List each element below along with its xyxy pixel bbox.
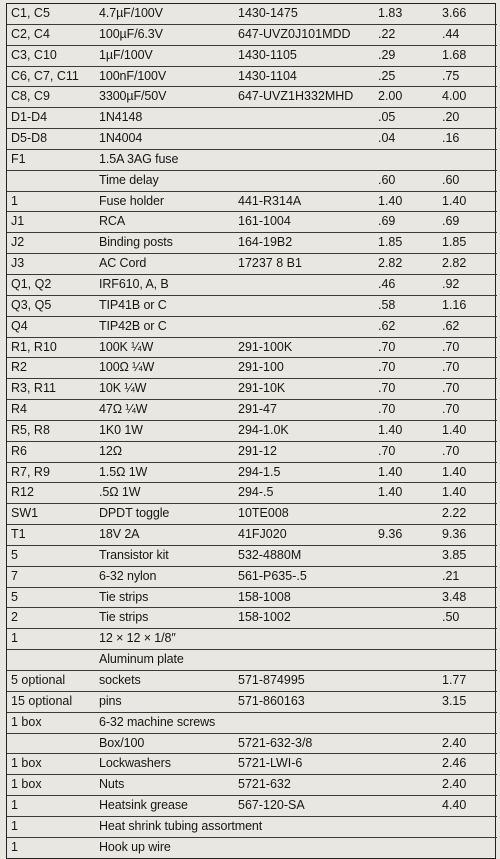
total-price-cell: .70 [438, 337, 497, 358]
reference-cell: R4 [7, 400, 95, 421]
description-cell: Binding posts [95, 233, 234, 254]
table-row [7, 608, 497, 629]
total-price-cell: 3.15 [438, 691, 497, 712]
table-row [7, 441, 497, 462]
part-number-cell: 561-P635-.5 [234, 566, 374, 587]
description-cell: 3300µF/50V [95, 87, 234, 108]
part-number-cell [234, 712, 374, 733]
total-price-cell: .75 [438, 66, 497, 87]
unit-price-cell [374, 671, 438, 692]
part-number-cell: 291-100 [234, 358, 374, 379]
unit-price-cell [374, 504, 438, 525]
reference-cell: 1 [7, 629, 95, 650]
unit-price-cell: .70 [374, 358, 438, 379]
part-number-cell [234, 316, 374, 337]
reference-cell: J3 [7, 254, 95, 275]
table-row [7, 191, 497, 212]
total-price-cell [438, 629, 497, 650]
description-cell: 18V 2A [95, 525, 234, 546]
table-row [7, 587, 497, 608]
total-price-cell: 3.66 [438, 4, 497, 24]
part-number-cell [234, 129, 374, 150]
reference-cell [7, 733, 95, 754]
reference-cell: C2, C4 [7, 24, 95, 45]
total-price-cell: 1.16 [438, 295, 497, 316]
unit-price-cell [374, 796, 438, 817]
reference-cell: C3, C10 [7, 45, 95, 66]
description-cell: AC Cord [95, 254, 234, 275]
unit-price-cell: 1.85 [374, 233, 438, 254]
description-cell: RCA [95, 212, 234, 233]
table-row [7, 775, 497, 796]
total-price-cell: .21 [438, 566, 497, 587]
part-number-cell: 17237 8 B1 [234, 254, 374, 275]
unit-price-cell: .04 [374, 129, 438, 150]
table-row [7, 170, 497, 191]
description-cell: 100µF/6.3V [95, 24, 234, 45]
unit-price-cell: .62 [374, 316, 438, 337]
part-number-cell: 1430-1104 [234, 66, 374, 87]
part-number-cell [234, 149, 374, 170]
description-cell: 4.7µF/100V [95, 4, 234, 24]
parts-list-table [7, 4, 497, 858]
reference-cell: C1, C5 [7, 4, 95, 24]
unit-price-cell [374, 608, 438, 629]
table-row [7, 650, 497, 671]
description-cell: 1.5A 3AG fuse [95, 149, 234, 170]
unit-price-cell: 1.40 [374, 420, 438, 441]
reference-cell: J2 [7, 233, 95, 254]
total-price-cell [438, 650, 497, 671]
total-price-cell: 1.40 [438, 191, 497, 212]
part-number-cell [234, 650, 374, 671]
reference-cell: 7 [7, 566, 95, 587]
reference-cell: 1 box [7, 712, 95, 733]
description-cell: Lockwashers [95, 754, 234, 775]
reference-cell: 5 [7, 545, 95, 566]
parts-list-sheet [6, 3, 496, 859]
unit-price-cell [374, 733, 438, 754]
total-price-cell: 3.48 [438, 587, 497, 608]
total-price-cell: 3.85 [438, 545, 497, 566]
description-cell: Fuse holder [95, 191, 234, 212]
table-row [7, 316, 497, 337]
table-row [7, 4, 497, 24]
reference-cell: 1 [11, 839, 18, 854]
description-cell: 12 × 12 × 1/8″ [95, 629, 234, 650]
reference-cell: SW1 [7, 504, 95, 525]
table-row [7, 212, 497, 233]
table-row [7, 525, 497, 546]
total-price-cell: .50 [438, 608, 497, 629]
description-cell: 12Ω [95, 441, 234, 462]
part-number-cell: 1430-1105 [234, 45, 374, 66]
part-number-cell: 291-100K [234, 337, 374, 358]
part-number-cell: 10TE008 [234, 504, 374, 525]
description-cell: 100nF/100V [95, 66, 234, 87]
reference-cell: 1 [7, 796, 95, 817]
description-cell: Tie strips [95, 608, 234, 629]
reference-cell: R1, R10 [7, 337, 95, 358]
description-cell: Heatsink grease [95, 796, 234, 817]
unit-price-cell: 2.00 [374, 87, 438, 108]
reference-cell: J1 [7, 212, 95, 233]
total-price-cell: 1.68 [438, 45, 497, 66]
part-number-cell [234, 170, 374, 191]
total-price-cell [438, 149, 497, 170]
total-price-cell: 1.40 [438, 483, 497, 504]
part-number-cell: 5721-632 [234, 775, 374, 796]
table-row [7, 358, 497, 379]
table-row [7, 295, 497, 316]
description-cell: .5Ω 1W [95, 483, 234, 504]
unit-price-cell: 1.40 [374, 191, 438, 212]
reference-cell: D5-D8 [7, 129, 95, 150]
description-cell: 10K ¼W [95, 379, 234, 400]
reference-cell: 5 [7, 587, 95, 608]
part-number-cell: 291-10K [234, 379, 374, 400]
part-number-cell [234, 108, 374, 129]
table-row [7, 87, 497, 108]
part-number-cell: 1430-1475 [234, 4, 374, 24]
table-row [7, 462, 497, 483]
unit-price-cell [374, 754, 438, 775]
unit-price-cell [374, 629, 438, 650]
description-cell: Nuts [95, 775, 234, 796]
unit-price-cell: .60 [374, 170, 438, 191]
description-cell: 1.5Ω 1W [95, 462, 234, 483]
unit-price-cell [374, 587, 438, 608]
total-price-cell: .62 [438, 316, 497, 337]
parts-list-body [7, 4, 497, 858]
total-price-cell: .16 [438, 129, 497, 150]
total-price-cell: .70 [438, 400, 497, 421]
unit-price-cell: .70 [374, 400, 438, 421]
table-row [7, 483, 497, 504]
total-price-cell: .20 [438, 108, 497, 129]
reference-cell [7, 170, 95, 191]
part-number-cell: 291-47 [234, 400, 374, 421]
part-number-cell: 441-R314A [234, 191, 374, 212]
total-price-cell: 1.40 [438, 420, 497, 441]
total-price-cell: 2.82 [438, 254, 497, 275]
part-number-cell: 567-120-SA [234, 796, 374, 817]
total-price-cell: .44 [438, 24, 497, 45]
unit-price-cell: 1.83 [374, 4, 438, 24]
table-row [7, 420, 497, 441]
table-row [7, 796, 497, 817]
table-row [7, 566, 497, 587]
description-cell: 100K ¼W [95, 337, 234, 358]
total-price-cell: 9.36 [438, 525, 497, 546]
unit-price-cell: 1.40 [374, 483, 438, 504]
total-price-cell [438, 712, 497, 733]
reference-cell: F1 [7, 149, 95, 170]
table-row [7, 149, 497, 170]
unit-price-cell: .22 [374, 24, 438, 45]
unit-price-cell: .70 [374, 379, 438, 400]
part-number-cell: 158-1002 [234, 608, 374, 629]
table-row [7, 400, 497, 421]
table-row [7, 837, 497, 857]
total-price-cell: .92 [438, 274, 497, 295]
reference-cell: R12 [7, 483, 95, 504]
table-row [7, 504, 497, 525]
description-cell: DPDT toggle [95, 504, 234, 525]
total-price-cell: .70 [438, 358, 497, 379]
description-cell: TIP42B or C [95, 316, 234, 337]
table-row [7, 233, 497, 254]
unit-price-cell: .58 [374, 295, 438, 316]
description-cell: TIP41B or C [95, 295, 234, 316]
unit-price-cell [374, 566, 438, 587]
part-number-cell: 571-860163 [234, 691, 374, 712]
unit-price-cell: .46 [374, 274, 438, 295]
part-number-cell [234, 629, 374, 650]
description-cell: IRF610, A, B [95, 274, 234, 295]
description-cell: 1N4004 [95, 129, 234, 150]
reference-cell: R7, R9 [7, 462, 95, 483]
reference-cell [7, 650, 95, 671]
unit-price-cell [374, 712, 438, 733]
description-cell: Transistor kit [95, 545, 234, 566]
unit-price-cell: .70 [374, 441, 438, 462]
description-cell: 1µF/100V [95, 45, 234, 66]
table-row [7, 254, 497, 275]
reference-cell: 1 box [7, 754, 95, 775]
part-number-cell [234, 837, 374, 857]
reference-cell: 15 optional [7, 691, 95, 712]
total-price-cell: .60 [438, 170, 497, 191]
table-row [7, 733, 497, 754]
part-number-cell: 647-UVZ0J101MDD [234, 24, 374, 45]
part-number-cell: 41FJ020 [234, 525, 374, 546]
reference-cell: R2 [7, 358, 95, 379]
reference-cell: Q1, Q2 [7, 274, 95, 295]
description-cell: 1N4148 [95, 108, 234, 129]
description-cell: Box/100 [95, 733, 234, 754]
table-row [7, 629, 497, 650]
unit-price-cell [374, 149, 438, 170]
unit-price-cell [374, 545, 438, 566]
table-row [7, 24, 497, 45]
reference-cell: C8, C9 [7, 87, 95, 108]
table-row [7, 671, 497, 692]
total-price-cell: 2.46 [438, 754, 497, 775]
reference-cell: R6 [7, 441, 95, 462]
reference-cell: 2 [7, 608, 95, 629]
total-price-cell: .70 [438, 379, 497, 400]
reference-cell: 1 box [7, 775, 95, 796]
part-number-cell: 5721-LWI-6 [234, 754, 374, 775]
part-number-cell: 294-1.5 [234, 462, 374, 483]
reference-cell: 1 [7, 191, 95, 212]
table-row [7, 337, 497, 358]
part-number-cell: 294-.5 [234, 483, 374, 504]
description-cell: 6-32 machine screws [95, 712, 234, 733]
total-price-cell: .69 [438, 212, 497, 233]
table-row [7, 45, 497, 66]
total-price-cell: .70 [438, 441, 497, 462]
reference-cell: T1 [7, 525, 95, 546]
reference-cell: 5 optional [7, 671, 95, 692]
total-price-cell [438, 837, 497, 857]
unit-price-cell: .29 [374, 45, 438, 66]
table-row [7, 816, 497, 837]
unit-price-cell: 9.36 [374, 525, 438, 546]
unit-price-cell: .05 [374, 108, 438, 129]
unit-price-cell: .69 [374, 212, 438, 233]
description-cell: Tie strips [95, 587, 234, 608]
unit-price-cell [374, 691, 438, 712]
reference-cell: R3, R11 [7, 379, 95, 400]
description-cell: 100Ω ¼W [95, 358, 234, 379]
description-cell: Hook up wire [99, 839, 171, 854]
total-price-cell: 2.22 [438, 504, 497, 525]
table-row [7, 108, 497, 129]
table-row [7, 754, 497, 775]
part-number-cell: 5721-632-3/8 [234, 733, 374, 754]
table-row [7, 274, 497, 295]
table-row [7, 129, 497, 150]
unit-price-cell [374, 816, 438, 837]
part-number-cell: 647-UVZ1H332MHD [234, 87, 374, 108]
unit-price-cell [374, 775, 438, 796]
unit-price-cell [374, 837, 438, 857]
reference-cell: R5, R8 [7, 420, 95, 441]
description-cell: Time delay [95, 170, 234, 191]
description-cell: 47Ω ¼W [95, 400, 234, 421]
reference-cell: Q4 [7, 316, 95, 337]
description-cell: 6-32 nylon [95, 566, 234, 587]
description-cell: 1K0 1W [95, 420, 234, 441]
description-cell: Heat shrink tubing assortment [95, 816, 234, 837]
total-price-cell: 4.40 [438, 796, 497, 817]
part-number-cell: 161-1004 [234, 212, 374, 233]
part-number-cell: 158-1008 [234, 587, 374, 608]
total-price-cell: 2.40 [438, 775, 497, 796]
total-price-cell: 1.77 [438, 671, 497, 692]
total-price-cell: 1.85 [438, 233, 497, 254]
table-row [7, 379, 497, 400]
reference-cell: Q3, Q5 [7, 295, 95, 316]
table-row [7, 66, 497, 87]
unit-price-cell [374, 650, 438, 671]
unit-price-cell: .25 [374, 66, 438, 87]
unit-price-cell: 1.40 [374, 462, 438, 483]
reference-cell: D1-D4 [7, 108, 95, 129]
unit-price-cell: 2.82 [374, 254, 438, 275]
part-number-cell: 294-1.0K [234, 420, 374, 441]
table-row [7, 691, 497, 712]
reference-cell: C6, C7, C11 [7, 66, 95, 87]
part-number-cell [234, 274, 374, 295]
part-number-cell: 571-874995 [234, 671, 374, 692]
description-cell: sockets [95, 671, 234, 692]
total-price-cell: 2.40 [438, 733, 497, 754]
part-number-cell: 291-12 [234, 441, 374, 462]
part-number-cell: 164-19B2 [234, 233, 374, 254]
total-price-cell: 4.00 [438, 87, 497, 108]
total-price-cell: 1.40 [438, 462, 497, 483]
table-row [7, 545, 497, 566]
unit-price-cell: .70 [374, 337, 438, 358]
description-cell: Aluminum plate [95, 650, 234, 671]
description-cell: pins [95, 691, 234, 712]
reference-cell: 1 [7, 816, 95, 837]
table-row [7, 712, 497, 733]
part-number-cell: 532-4880M [234, 545, 374, 566]
part-number-cell [234, 295, 374, 316]
total-price-cell [438, 816, 497, 837]
